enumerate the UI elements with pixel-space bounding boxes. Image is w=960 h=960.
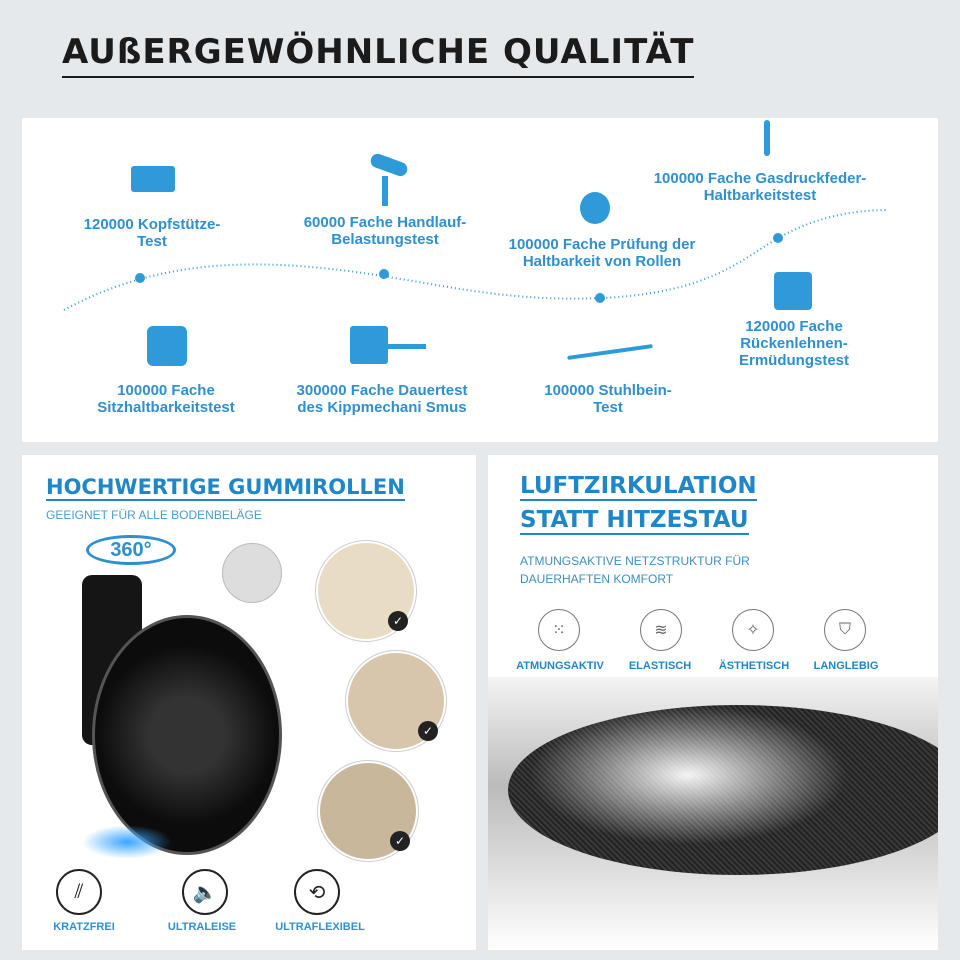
- feature-label: KRATZFREI: [53, 921, 115, 933]
- test-label: 120000 Fache Rückenlehnen- Ermüdungstest: [738, 318, 850, 369]
- wheels-heading: HOCHWERTIGE GUMMIROLLEN: [46, 475, 405, 499]
- backrest-icon: [774, 272, 812, 310]
- air-heading-1: LUFTZIRKULATION: [520, 473, 757, 499]
- rotation-badge: 360°: [86, 535, 176, 565]
- timeline-dot: [773, 233, 783, 243]
- check-icon: ✓: [388, 611, 408, 631]
- elastic-icon: ≋: [640, 609, 682, 651]
- carpet-floor-image: [316, 541, 416, 641]
- test-label: 60000 Fache Handlauf- Belastungstest: [303, 214, 467, 248]
- breathable-icon: ⁙: [538, 609, 580, 651]
- gas-spring-icon: [764, 120, 770, 156]
- feature-label: LANGLEBIG: [813, 660, 879, 672]
- feature-label: ULTRAFLEXIBEL: [275, 921, 365, 933]
- durable-icon: ⛉: [824, 609, 866, 651]
- caster-wheel-image: [92, 615, 282, 855]
- timeline-dot: [595, 293, 605, 303]
- tilt-mechanism-icon: [350, 326, 388, 364]
- air-subtitle-1: ATMUNGSAKTIVE NETZSTRUKTUR FÜR: [520, 554, 750, 568]
- bearing-detail-image: [222, 543, 282, 603]
- wheels-subtitle: GEEIGNET FÜR ALLE BODENBELÄGE: [46, 508, 262, 522]
- rubber-wheels-panel: [22, 455, 476, 950]
- steam-cloud: [528, 705, 848, 845]
- scratch-free-icon: ⫽: [56, 869, 102, 915]
- air-heading-2: STATT HITZESTAU: [520, 507, 749, 533]
- timeline-dot: [135, 273, 145, 283]
- air-subtitle-2: DAUERHAFTEN KOMFORT: [520, 572, 674, 586]
- test-label: 100000 Fache Sitzhaltbarkeitstest: [97, 382, 235, 416]
- wood-floor-image: [346, 651, 446, 751]
- check-icon: ✓: [418, 721, 438, 741]
- page-title: AUßERGEWÖHNLICHE QUALITÄT: [62, 32, 694, 78]
- durability-tests-panel: [22, 118, 938, 442]
- silent-icon: 🔈: [182, 869, 228, 915]
- feature-label: ELASTISCH: [628, 660, 692, 672]
- wheel-glow: [82, 825, 172, 859]
- test-label: 100000 Fache Prüfung der Haltbarkeit von Rollen: [508, 236, 696, 270]
- feature-label: ATMUNGSAKTIV: [516, 660, 604, 672]
- flexible-icon: ⟲: [294, 869, 340, 915]
- seat-icon: [147, 326, 187, 366]
- test-label: 100000 Stuhlbein- Test: [544, 382, 672, 416]
- feature-label: ULTRALEISE: [167, 921, 237, 933]
- feature-label: ÄSTHETISCH: [718, 660, 790, 672]
- test-label: 100000 Fache Gasdruckfeder- Haltbarkeitstest: [653, 170, 867, 204]
- caster-icon: [580, 192, 610, 224]
- check-icon: ✓: [390, 831, 410, 851]
- test-label: 300000 Fache Dauertest des Kippmechani Smus: [296, 382, 468, 416]
- armrest-stem: [382, 176, 388, 206]
- air-circulation-panel: [488, 455, 938, 950]
- test-label: 120000 Kopfstütze- Test: [83, 216, 221, 250]
- timeline-dot: [379, 269, 389, 279]
- aesthetic-icon: ✧: [732, 609, 774, 651]
- tilt-lever: [388, 344, 426, 349]
- laminate-floor-image: [318, 761, 418, 861]
- headrest-icon: [131, 166, 175, 192]
